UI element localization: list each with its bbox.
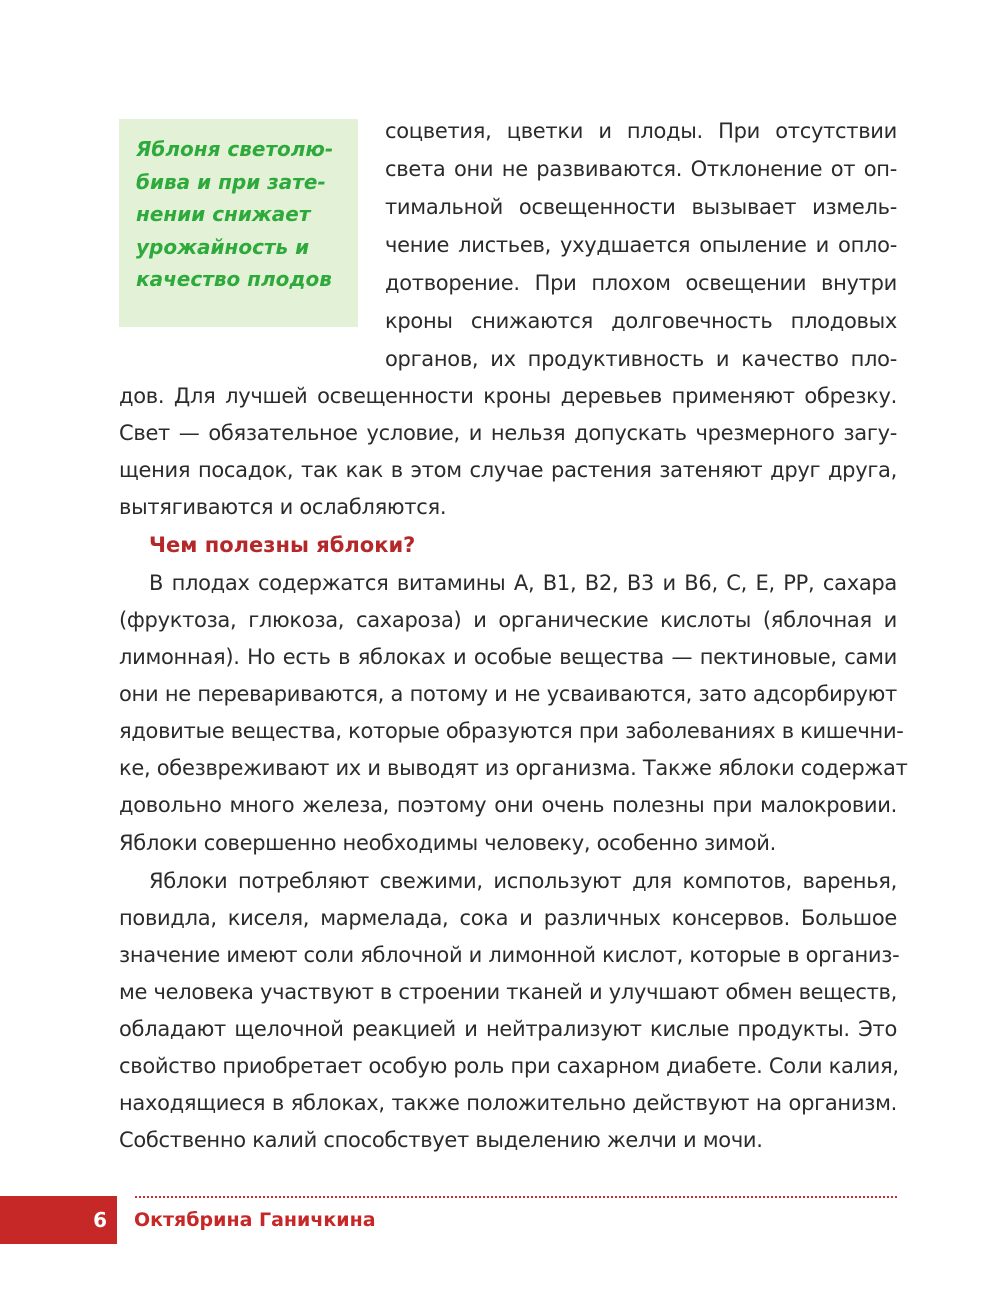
body-text-line: соцветия, цветки и плоды. При отсутствии [385,119,897,143]
body-text-line: света они не развиваются. Отклонение от оп- [385,157,897,181]
body-text-line: находящиеся в яблоках, также положительно действуют на организм. [119,1091,897,1115]
body-text-line: свойство приобретает особую роль при сахарном диабете. Соли калия, [119,1054,899,1078]
body-text-line: органов, их продуктивность и качество пло- [385,347,897,371]
body-text-line: дотворение. При плохом освещении внутри [385,271,897,295]
body-text-line: лимонная). Но есть в яблоках и особые вещества — пектиновые, сами [119,645,897,669]
body-text-line: обладают щелочной реакцией и нейтрализуют кислые продукты. Это [119,1017,897,1041]
body-text-line: ке, обезвреживают их и выводят из организма. Также яблоки содержат [119,756,908,780]
sidebar-callout [119,119,358,327]
body-text-line: щения посадок, так как в этом случае растения затеняют друг друга, [119,458,897,482]
body-text-line: ядовитые вещества, которые образуются при заболеваниях в кишечни- [119,719,904,743]
sidebar-callout-line: бива и при зате- [136,169,326,194]
body-text-line: В плодах содержатся витамины A, B1, B2, B3 и B6, C, E, PP, сахара [149,571,897,595]
body-text-line: вытягиваются и ослабляются. [119,495,447,519]
body-text-line: Яблоки совершенно необходимы человеку, особенно зимой. [119,831,777,855]
body-text-line: Собственно калий способствует выделению желчи и мочи. [119,1128,763,1152]
body-text-line: ме человека участвуют в строении тканей и улучшают обмен веществ, [119,980,897,1004]
sidebar-callout-line: урожайность и [136,234,310,259]
body-text-line: (фруктоза, глюкоза, сахароза) и органические кислоты (яблочная и [119,608,897,632]
body-text-line: кроны снижаются долговечность плодовых [385,309,897,333]
body-text-line: чение листьев, ухудшается опыление и опло- [385,233,897,257]
body-text-line: Свет — обязательное условие, и нельзя допускать чрезмерного загу- [119,421,897,445]
author-name: Октябрина Ганичкина [134,1209,376,1231]
body-text-line: дов. Для лучшей освещенности кроны деревьев применяют обрезку. [119,384,897,408]
body-text-line: они не перевариваются, а потому и не усваиваются, зато адсорбируют [119,682,897,706]
sidebar-callout-line: нении снижает [136,202,311,226]
body-text-line: тимальной освещенности вызывает измель- [385,195,897,219]
page-number: 6 [0,1196,117,1244]
body-text-line: довольно много железа, поэтому они очень полезны при малокровии. [119,793,897,817]
body-text-line: Яблоки потребляют свежими, используют для компотов, варенья, [149,869,897,893]
sidebar-callout-line: Яблоня светолю- [136,137,334,161]
sidebar-callout-line: качество плодов [136,267,332,291]
section-heading: Чем полезны яблоки? [149,533,416,557]
body-text-line: повидла, киселя, мармелада, сока и различных консервов. Большое [119,906,897,930]
body-text-line: значение имеют соли яблочной и лимонной кислот, которые в организ- [119,943,900,967]
